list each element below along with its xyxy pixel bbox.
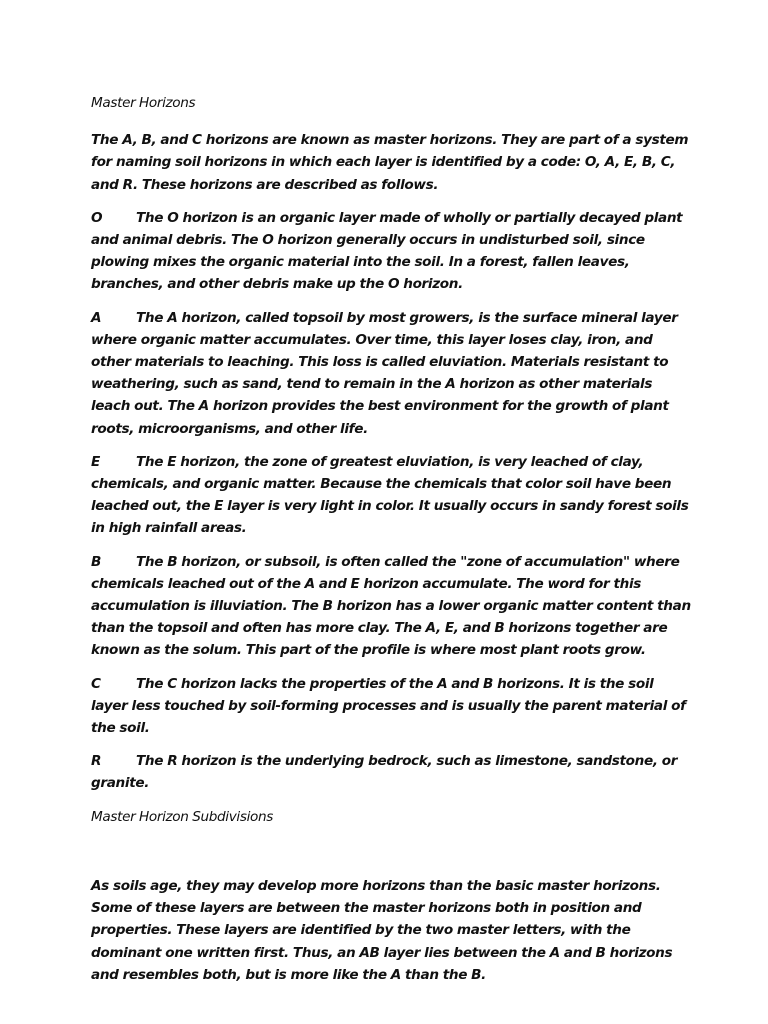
horizon-description: The B horizon, or subsoil, is often called the "zone of accumulation" where chemicals leached out of the A and E horizon accumulate. The word for this accumulation is illuviation. The B horizon has a lower organic matter content than than the topsoil and often has more clay. The A, E, and B horizons together are known as the solum. This part of the profile is where most plant roots grow. (91, 553, 691, 659)
page-title: Master Horizons (91, 95, 196, 111)
horizon-a-paragraph (91, 307, 691, 440)
horizon-b-paragraph (91, 551, 691, 662)
horizon-letter: O (91, 209, 103, 226)
horizon-o-paragraph (91, 207, 691, 296)
horizon-letter: R (91, 753, 102, 770)
horizon-description: The E horizon, the zone of greatest eluviation, is very leached of clay, chemicals, and organic matter. Because the chemicals that color soil have been leached out, the E layer is very light in color. It usually occurs in sandy forest soils in high rainfall areas. (91, 453, 689, 537)
subdivisions-paragraph: As soils age, they may develop more horizons than the basic master horizons. Some of these layers are between the master horizons both in position and properties. These layers are identified by the two master letters, with the dominant one written first. Thus, an AB layer lies between the A and B horizons and resembles both, but is more like the A than the B. (91, 877, 673, 983)
horizon-letter: B (91, 553, 102, 570)
horizon-description: The R horizon is the underlying bedrock, such as limestone, sandstone, or granite. (91, 753, 678, 792)
horizon-c-paragraph (91, 673, 691, 740)
horizon-letter: C (91, 675, 101, 692)
horizon-description: The C horizon lacks the properties of the A and B horizons. It is the soil layer less touched by soil-forming processes and is usually the parent material of the soil. (91, 675, 686, 737)
intro-paragraph: The A, B, and C horizons are known as master horizons. They are part of a system for naming soil horizons in which each layer is identified by a code: O, A, E, B, C, and R. These horizons are described as follows. (91, 132, 689, 193)
horizon-description: The A horizon, called topsoil by most growers, is the surface mineral layer where organic matter accumulates. Over time, this layer loses clay, iron, and other materials to leaching. This loss is called eluviation. Materials resistant to weathering, such as sand, tend to remain in the A horizon as other materials leach out. The A horizon provides the best environment for the growth of plant roots, microorganisms, and other life. (91, 309, 678, 437)
section-subheading: Master Horizon Subdivisions (91, 808, 273, 825)
horizon-description: The O horizon is an organic layer made of wholly or partially decayed plant and animal debris. The O horizon generally occurs in undisturbed soil, since plowing mixes the organic material into the soil. In a forest, fallen leaves, branches, and other debris make up the O horizon. (91, 209, 683, 293)
horizon-e-paragraph (91, 451, 691, 540)
horizon-r-paragraph (91, 750, 691, 794)
document-page (91, 92, 691, 986)
horizon-letter: E (91, 453, 100, 470)
horizon-letter: A (91, 309, 102, 326)
